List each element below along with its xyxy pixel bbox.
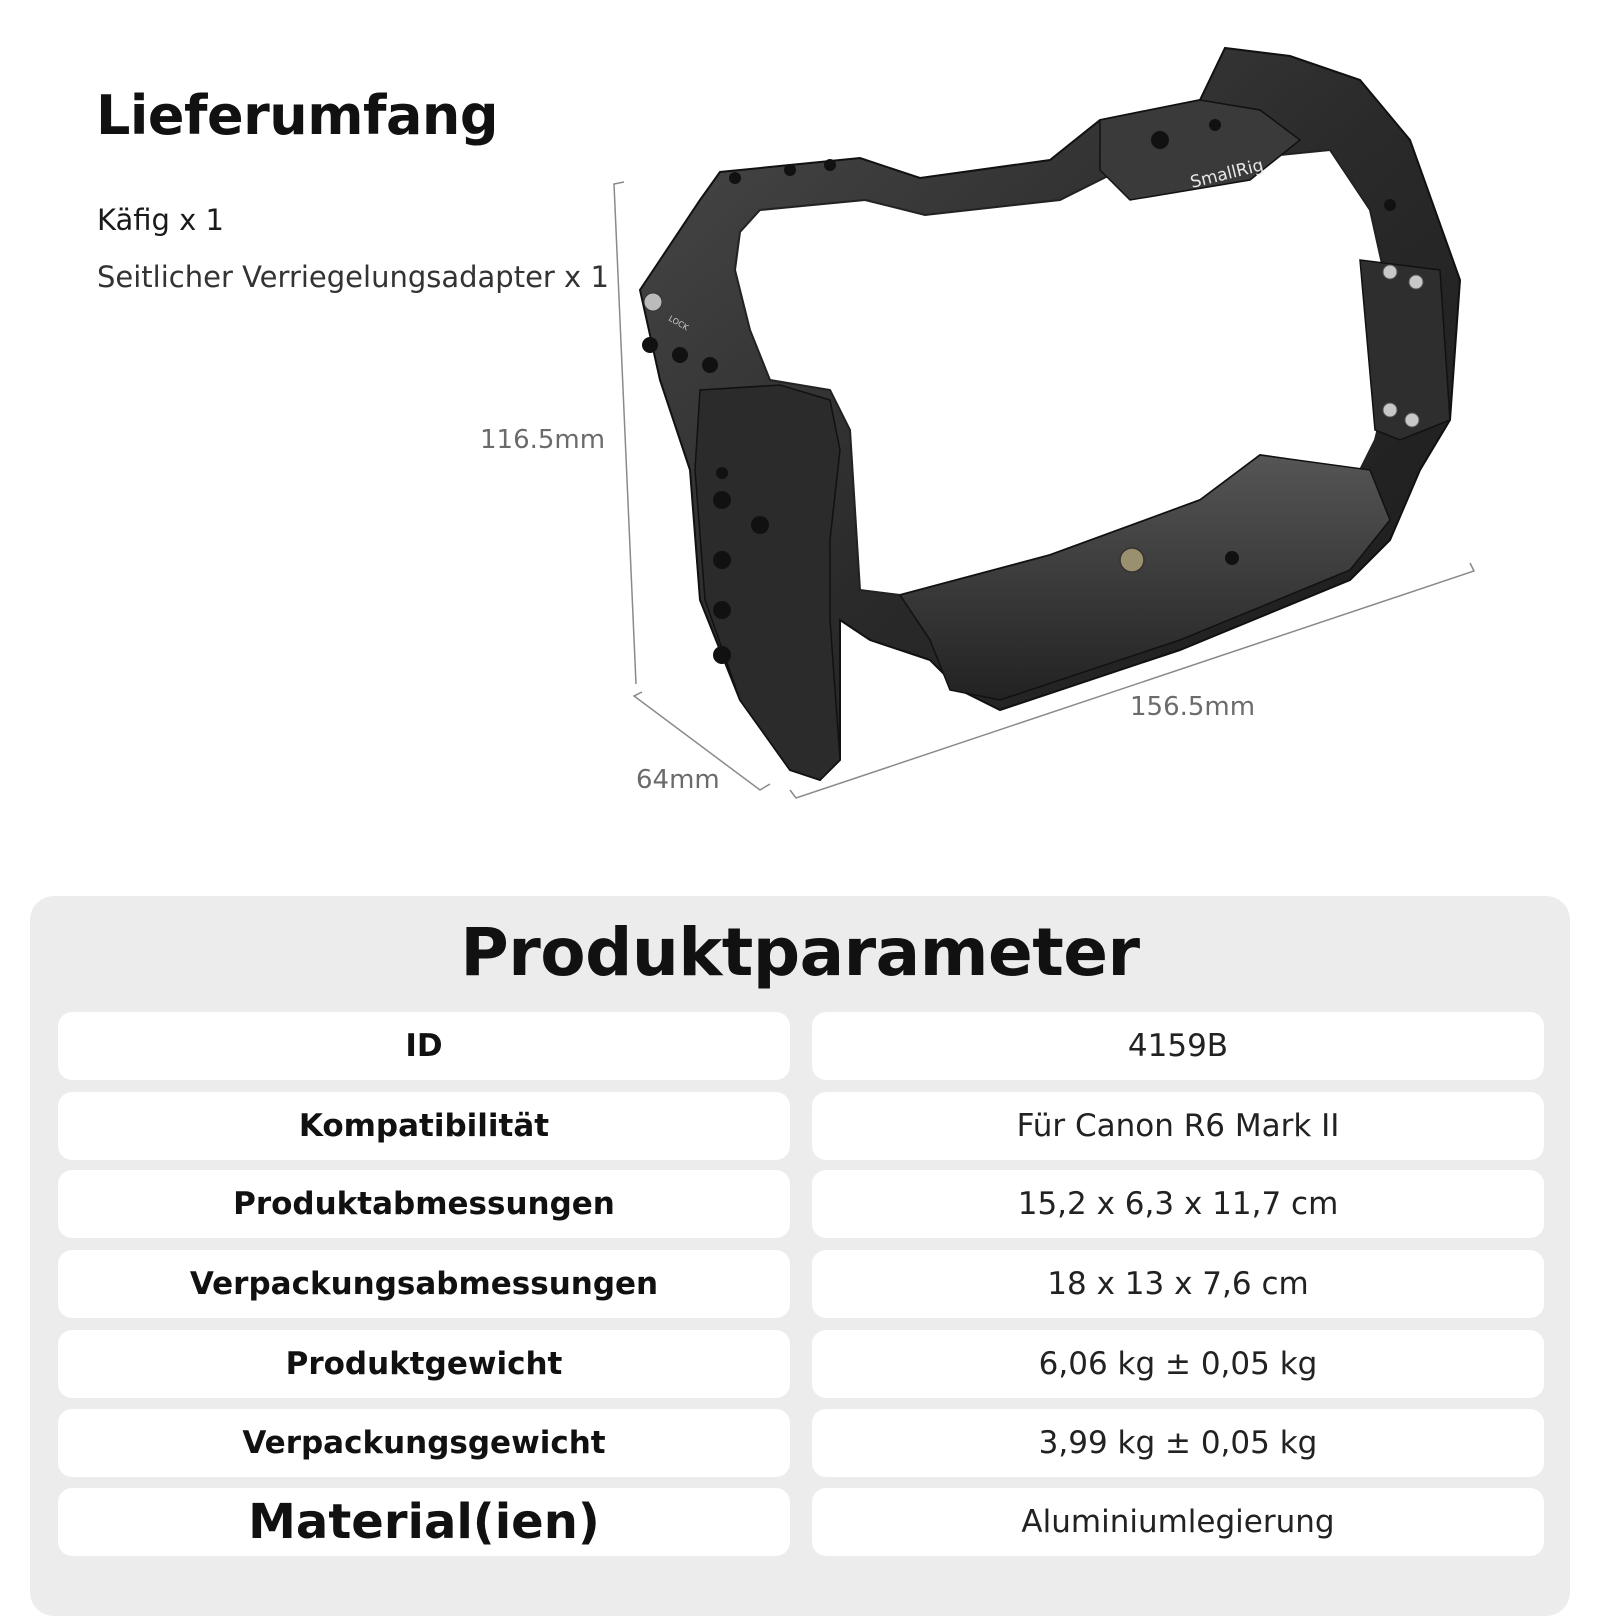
- param-value-id: 4159B: [812, 1012, 1544, 1080]
- param-value-package-weight: 3,99 kg ± 0,05 kg: [812, 1409, 1544, 1477]
- param-value-material: Aluminiumlegierung: [812, 1488, 1544, 1556]
- cage-frame: [640, 48, 1460, 780]
- param-label-package-weight: Verpackungsgewicht: [58, 1409, 790, 1477]
- param-value-compatibility: Für Canon R6 Mark II: [812, 1092, 1544, 1160]
- param-value-product-dimensions: 15,2 x 6,3 x 11,7 cm: [812, 1170, 1544, 1238]
- dimension-height: 116.5mm: [480, 425, 606, 455]
- brand-logo: SmallRig: [1188, 155, 1266, 193]
- params-title: Produktparameter: [460, 914, 1140, 991]
- lock-label: LOCK: [667, 313, 690, 333]
- dimension-length: 156.5mm: [1130, 692, 1256, 722]
- param-label-compatibility: Kompatibilität: [58, 1092, 790, 1160]
- param-label-package-dimensions: Verpackungsabmessungen: [58, 1250, 790, 1318]
- param-label-id: ID: [58, 1012, 790, 1080]
- param-label-material: Material(ien): [58, 1488, 790, 1556]
- camera-cage-illustration: [480, 40, 1480, 820]
- scope-title: Lieferumfang: [96, 84, 499, 147]
- param-value-product-weight: 6,06 kg ± 0,05 kg: [812, 1330, 1544, 1398]
- param-label-product-dimensions: Produktabmessungen: [58, 1170, 790, 1238]
- param-value-package-dimensions: 18 x 13 x 7,6 cm: [812, 1250, 1544, 1318]
- dimension-depth: 64mm: [636, 765, 720, 795]
- scope-item-adapter: Seitlicher Verriegelungsadapter x 1: [97, 260, 609, 294]
- scope-item-cage: Käfig x 1: [97, 203, 225, 237]
- param-label-product-weight: Produktgewicht: [58, 1330, 790, 1398]
